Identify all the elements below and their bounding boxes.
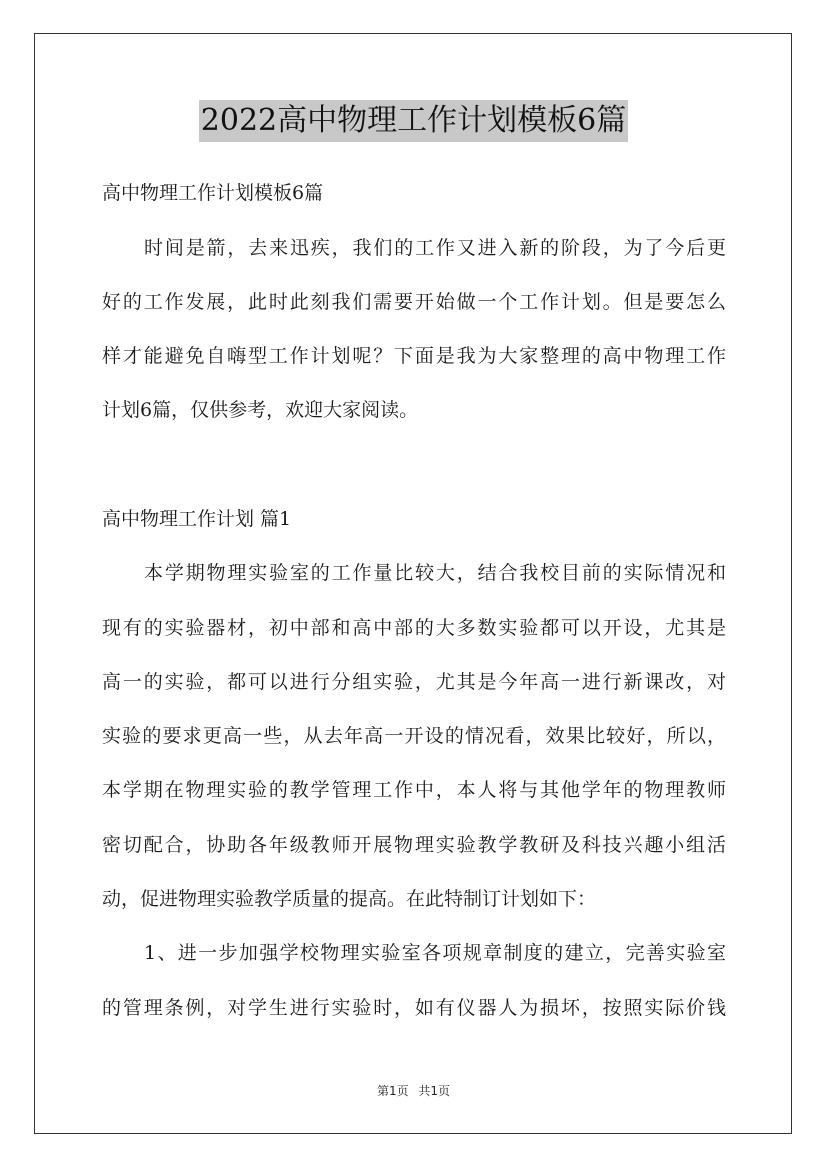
- paragraph-line: 密切配合，协助各年级教师开展物理实验教学教研及科技兴趣小组活: [102, 834, 726, 856]
- page-total: 共1页: [418, 1084, 451, 1098]
- subtitle-line: 高中物理工作计划模板6篇: [102, 182, 324, 204]
- page-number: 第1页: [376, 1084, 409, 1098]
- paragraph-line: 的管理条例，对学生进行实验时，如有仪器人为损坏，按照实际价钱: [102, 997, 726, 1019]
- paragraph-line: 样才能避免自嗨型工作计划呢？下面是我为大家整理的高中物理工作: [102, 345, 726, 367]
- section-heading: 高中物理工作计划 篇1: [102, 508, 292, 530]
- paragraph-line: 时间是箭，去来迅疾，我们的工作又进入新的阶段，为了今后更: [144, 237, 726, 259]
- title-container: [0, 100, 827, 142]
- paragraph-line: 现有的实验器材，初中部和高中部的大多数实验都可以开设，尤其是: [102, 617, 726, 639]
- page-footer: [0, 1083, 827, 1099]
- paragraph-line: 好的工作发展，此时此刻我们需要开始做一个工作计划。但是要怎么: [102, 291, 726, 313]
- document-title: 2022高中物理工作计划模板6篇: [199, 100, 628, 142]
- paragraph-line: 1、进一步加强学校物理实验室各项规章制度的建立，完善实验室: [144, 942, 726, 964]
- paragraph-line: 实验的要求更高一些，从去年高一开设的情况看，效果比较好，所以，: [102, 725, 726, 747]
- paragraph-line: 本学期物理实验室的工作量比较大，结合我校目前的实际情况和: [144, 562, 726, 584]
- paragraph-line: 计划6篇，仅供参考，欢迎大家阅读。: [102, 399, 419, 421]
- paragraph-line: 动，促进物理实验教学质量的提高。在此特制订计划如下：: [102, 888, 597, 910]
- paragraph-line: 本学期在物理实验的教学管理工作中，本人将与其他学年的物理教师: [102, 779, 726, 801]
- paragraph-line: 高一的实验，都可以进行分组实验，尤其是今年高一进行新课改，对: [102, 671, 726, 693]
